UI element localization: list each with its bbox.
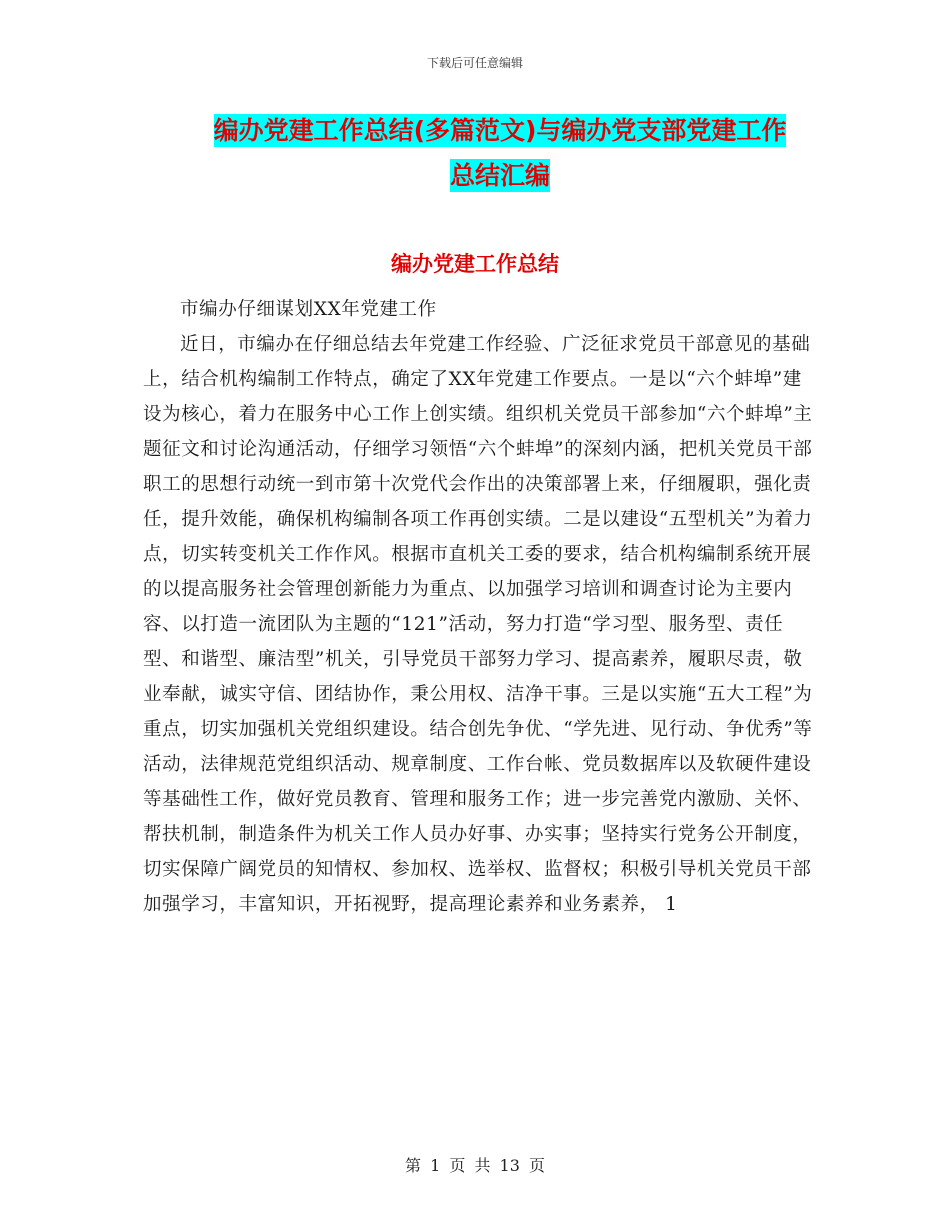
page-number: 第 1 页 共 13 页: [405, 1156, 545, 1175]
header-note: 下载后可任意编辑: [426, 56, 523, 70]
paragraph-lead: 市编办仔细谋划XX年党建工作: [180, 299, 437, 320]
document-body: [143, 292, 815, 922]
section-title: 编办党建工作总结: [391, 252, 559, 276]
paragraph-body: 近日，市编办在仔细总结去年党建工作经验、广泛征求党员干部意见的基础上，结合机构编制工作特点，确定了XX年党建工作要点。一是以“六个蚌埠”建设为核心，着力在服务中心工作上创实绩。组织机关党员干部参加“六个蚌埠”主题征文和讨论沟通活动，仔细学习领悟“六个蚌埠”的深刻内涵，把机关党员干部职工的思想行动统一到市第十次党代会作出的决策部署上来，仔细履职，强化责任，提升效能，确保机构编制各项工作再创实绩。二是以建设“五型机关”为着力点，切实转变机关工作作风。根据市直机关工委的要求，结合机构编制系统开展的以提高服务社会管理创新能力为重点、以加强学习培训和调查讨论为主要内容、以打造一流团队为主题的“121”活动，努力打造“学习型、服务型、责任型、和谐型、廉洁型”机关，引导党员干部努力学习、提高素养，履职尽责，敬业奉献，诚实守信、团结协作，秉公用权、洁净干事。三是以实施“五大工程”为重点，切实加强机关党组织建设。结合创先争优、“学先进、见行动、争优秀”等活动，法律规范党组织活动、规章制度、工作台帐、党员数据库以及软硬件建设等基础性工作，做好党员教育、管理和服务工作；进一步完善党内激励、关怀、帮扶机制，制造条件为机关工作人员办好事、办实事；坚持实行党务公开制度，切实保障广阔党员的知情权、参加权、选举权、监督权；积极引导机关党员干部加强学习，丰富知识，开拓视野，提高理论素养和业务素养， 1: [143, 334, 813, 915]
document-title-line1: 编办党建工作总结(多篇范文)与编办党支部党建工作: [213, 116, 787, 145]
document-title-line2: 总结汇编: [449, 161, 550, 190]
document-title: [140, 108, 860, 198]
